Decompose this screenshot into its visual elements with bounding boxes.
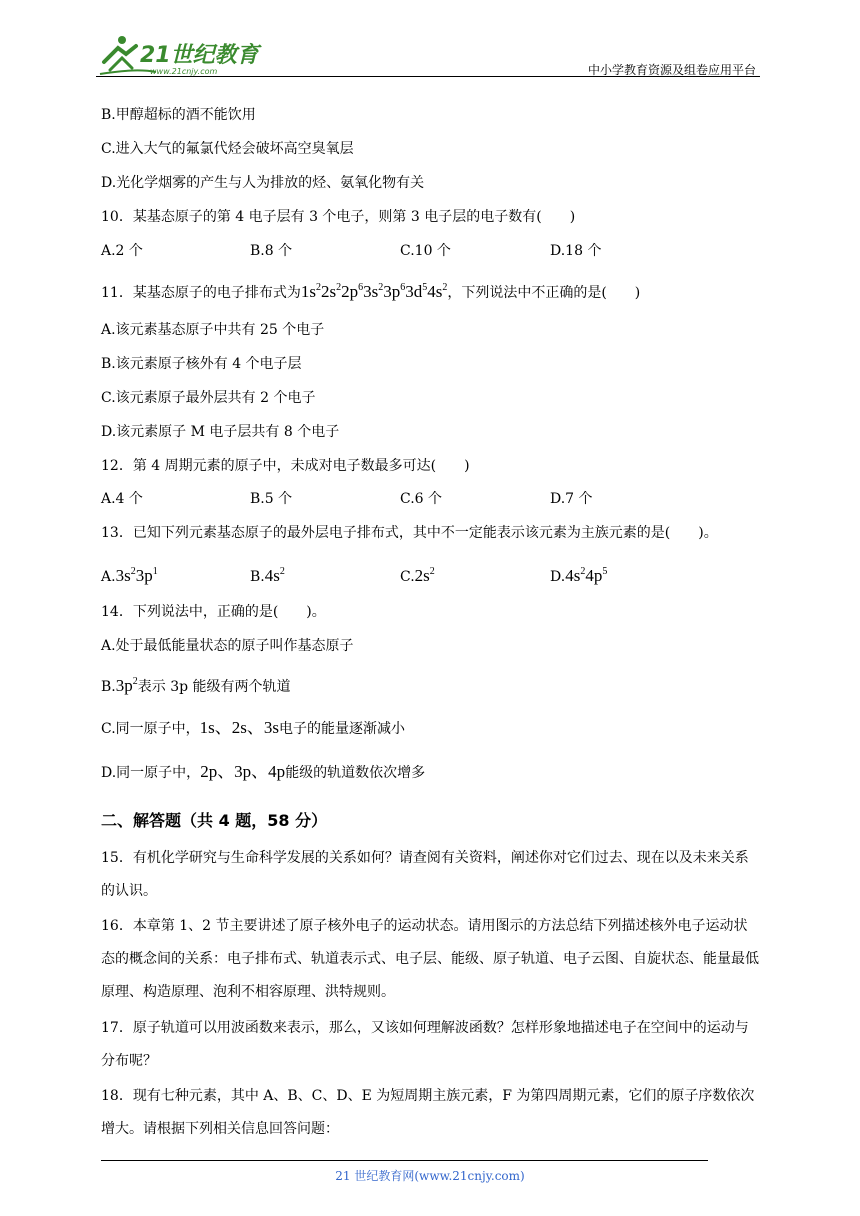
- page-header: [96, 28, 760, 80]
- q18: 18．现有七种元素，其中 A、B、C、D、E 为短周期主族元素，F 为第四周期元素，它们的原子序数依次增大。请根据下列相关信息回答问题：: [101, 1088, 755, 1137]
- q15: 15．有机化学研究与生命科学发展的关系如何？请查阅有关资料，阐述你对它们过去、现在以及未来关系的认识。: [101, 850, 749, 899]
- q11-option-d: D.该元素原子 M 电子层共有 8 个电子: [101, 424, 340, 440]
- q11-stem: [101, 278, 640, 303]
- footer-divider: [101, 1160, 708, 1161]
- q13-d-formula: $4s^24p^5$: [565, 566, 608, 585]
- q14-option-b: $B.3p^2$表示 3p 能级有两个轨道: [101, 676, 291, 695]
- q14-option-d: D.同一原子中，2p、3p、4p能级的轨道数依次增多: [101, 762, 426, 781]
- q9-option-b: B.甲醇超标的酒不能饮用: [101, 107, 256, 123]
- q10-option-a: A.2 个: [101, 243, 143, 259]
- logo-21cnjy: [96, 32, 266, 76]
- q12-option-d: D.7 个: [550, 491, 593, 507]
- header-divider: [96, 76, 760, 77]
- q13-option-b: $B.4s^2$: [250, 566, 285, 585]
- q11-formula: $1s^22s^22p^63s^23p^63d^54s^2$: [300, 282, 448, 301]
- header-slogan: 中小学教育资源及组卷应用平台: [587, 63, 756, 77]
- q16: 16．本章第 1、2 节主要讲述了原子核外电子的运动状态。请用图示的方法总结下列描述核外电子运动状态的概念间的关系：电子排布式、轨道表示式、电子层、能级、原子轨道、电子云图、自旋状态、能量最低原理、构造原理、泡利不相容原理、洪特规则。: [101, 918, 759, 1000]
- q17: 17．原子轨道可以用波函数来表示，那么，又该如何理解波函数？怎样形象地描述电子在空间中的运动与分布呢？: [101, 1020, 749, 1069]
- logo-url: www.21cnjy.com: [150, 67, 218, 76]
- q12-stem: 12．第 4 周期元素的原子中，未成对电子数最多可达( ): [101, 458, 470, 474]
- q9-option-d: D.光化学烟雾的产生与人为排放的烃、氨氧化物有关: [101, 175, 425, 191]
- q9-option-c: C.进入大气的氟氯代烃会破坏高空臭氧层: [101, 141, 354, 157]
- q14-b-formula: $3p^2$: [115, 676, 138, 695]
- q11-prefix: 11．某基态原子的电子排布式为: [101, 285, 301, 301]
- q14-option-a: A.处于最低能量状态的原子叫作基态原子: [101, 638, 354, 654]
- q11-option-b: B.该元素原子核外有 4 个电子层: [101, 356, 302, 372]
- q10-stem: 10．某基态原子的第 4 电子层有 3 个电子，则第 3 电子层的电子数有( ): [101, 209, 576, 225]
- q13-option-d: $D.4s^24p^5$: [550, 566, 608, 585]
- q13-b-formula: $4s^2$: [264, 566, 285, 585]
- q10-option-d: D.18 个: [550, 243, 602, 259]
- q11-option-c: C.该元素原子最外层共有 2 个电子: [101, 390, 316, 406]
- q12-option-b: B.5 个: [250, 491, 293, 507]
- q10-option-c: C.10 个: [400, 243, 451, 259]
- q13-option-a: $A.3s^23p^1$: [101, 566, 158, 585]
- q12-option-a: A.4 个: [101, 491, 143, 507]
- q14-stem: 14．下列说法中，正确的是( )。: [101, 604, 326, 620]
- q11-option-a: A.该元素基态原子中共有 25 个电子: [101, 322, 325, 338]
- q11-suffix: ，下列说法中不正确的是( ): [447, 285, 641, 301]
- q10-option-b: B.8 个: [250, 243, 293, 259]
- q13-a-formula: $3s^23p^1$: [115, 566, 158, 585]
- q14-c-formula: 1s、2s、3s: [199, 718, 280, 737]
- q13-stem: 13．已知下列元素基态原子的最外层电子排布式，其中不一定能表示该元素为主族元素的是( )。: [101, 525, 718, 541]
- q13-c-formula: $2s^2$: [414, 566, 435, 585]
- q12-option-c: C.6 个: [400, 491, 443, 507]
- q14-option-c: C.同一原子中，1s、2s、3s电子的能量逐渐减小: [101, 718, 406, 737]
- q13-option-c: $C.2s^2$: [400, 566, 435, 585]
- logo-text: 21世纪教育: [140, 43, 259, 68]
- footer-text: 21 世纪教育网(www.21cnjy.com): [335, 1169, 525, 1183]
- section-title: 二、解答题（共 4 题，58 分）: [101, 811, 328, 830]
- q14-d-formula: 2p、3p、4p: [200, 762, 286, 781]
